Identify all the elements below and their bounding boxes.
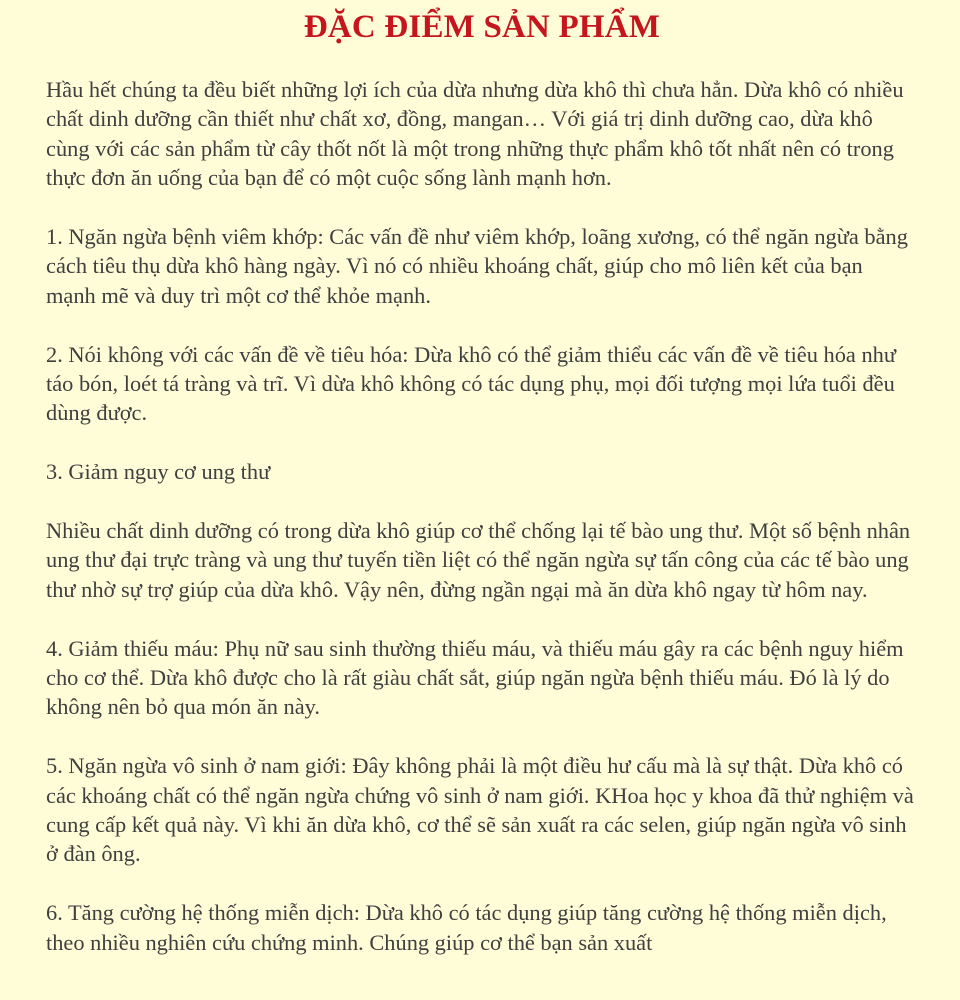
benefit-immunity-paragraph: 6. Tăng cường hệ thống miễn dịch: Dừa khô có tác dụng giúp tăng cường hệ thống miễn dịch, theo nhiều nghiên cứu chứng minh. Chúng giúp cơ thể bạn sản xuất (46, 900, 887, 955)
article-body (46, 75, 918, 957)
benefit-digestion-paragraph: 2. Nói không với các vấn đề về tiêu hóa: Dừa khô có thể giảm thiểu các vấn đề về tiêu hóa như táo bón, loét tá tràng và trĩ. Vì dừa khô không có tác dụng phụ, mọi đối tượng mọi lứa tuổi đều dùng được. (46, 341, 896, 426)
benefit-cancer-heading: 3. Giảm nguy cơ ung thư (46, 459, 271, 485)
benefit-arthritis-paragraph: 1. Ngăn ngừa bệnh viêm khớp: Các vấn đề như viêm khớp, loãng xương, có thể ngăn ngừa bằng cách tiêu thụ dừa khô hàng ngày. Vì nó có nhiều khoáng chất, giúp cho mô liên kết của bạn mạnh mẽ và duy trì một cơ thể khỏe mạnh. (46, 224, 908, 308)
benefit-cancer-paragraph: Nhiều chất dinh dưỡng có trong dừa khô giúp cơ thể chống lại tế bào ung thư. Một số bệnh nhân ung thư đại trực tràng và ung thư tuyến tiền liệt có thể ngăn ngừa sự tấn công của các tế bào ung thư nhờ sự trợ giúp của dừa khô. Vậy nên, đừng ngần ngại mà ăn dừa khô ngay từ hôm nay. (46, 518, 911, 602)
benefit-anemia-paragraph: 4. Giảm thiếu máu: Phụ nữ sau sinh thường thiếu máu, và thiếu máu gây ra các bệnh nguy hiểm cho cơ thể. Dừa khô được cho là rất giàu chất sắt, giúp ngăn ngừa bệnh thiếu máu. Đó là lý do không nên bỏ qua món ăn này. (46, 635, 904, 720)
intro-paragraph: Hầu hết chúng ta đều biết những lợi ích của dừa nhưng dừa khô thì chưa hẳn. Dừa khô có nhiều chất dinh dưỡng cần thiết như chất xơ, đồng, mangan… Với giá trị dinh dưỡng cao, dừa khô cùng với các sản phẩm từ cây thốt nốt là một trong những thực phẩm khô tốt nhất nên có trong thực đơn ăn uống của bạn để có một cuộc sống lành mạnh hơn. (46, 77, 904, 191)
benefit-infertility-paragraph: 5. Ngăn ngừa vô sinh ở nam giới: Đây không phải là một điều hư cấu mà là sự thật. Dừa khô có các khoáng chất có thể ngăn ngừa chứng vô sinh ở nam giới. KHoa học y khoa đã thử nghiệm và cung cấp kết quả này. Vì khi ăn dừa khô, cơ thể sẽ sản xuất ra các selen, giúp ngăn ngừa vô sinh ở đàn ông. (46, 753, 914, 867)
page-title: ĐẶC ĐIỂM SẢN PHẨM (303, 9, 661, 45)
article (46, 0, 918, 986)
